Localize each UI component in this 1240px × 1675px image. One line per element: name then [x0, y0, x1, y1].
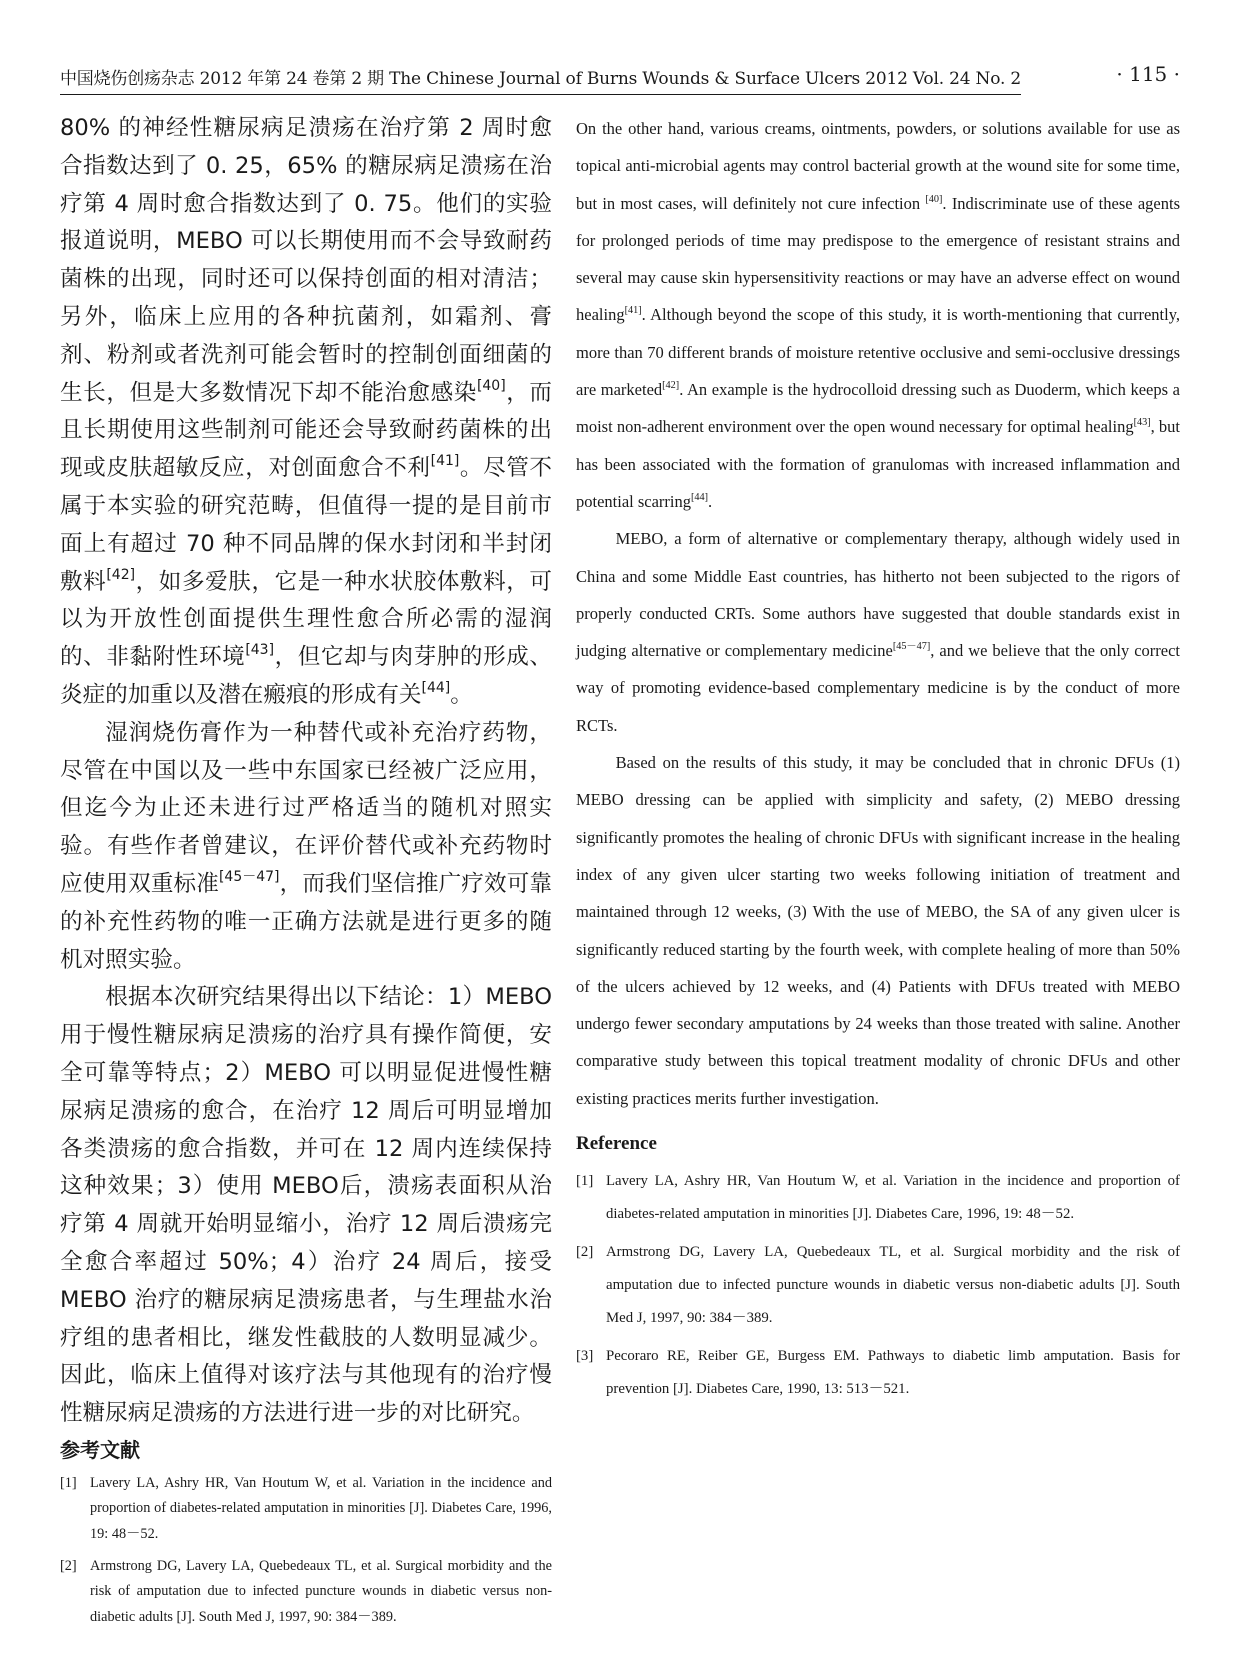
- reference-number: [2]: [60, 1557, 77, 1574]
- en-reference-list: [576, 1165, 1180, 1406]
- zh-p1-text-3: 。尽管不属于本实验的研究范畴，但值得一提的是目前市面上有超过 70 种不同品牌的保水封闭和半封闭敷料: [60, 455, 553, 595]
- zh-p1-text-6: 。: [450, 681, 473, 708]
- chinese-column: [60, 110, 552, 1636]
- reference-number: [2]: [576, 1244, 594, 1261]
- en-paragraph-1: [576, 110, 1180, 520]
- en-p1-text-2: . Indiscriminate use of these agents for prolonged periods of time may predispose to the emergence of resistant strains and several may cause skin hypersensitivity reactions or may have an adverse effect on wound healing: [576, 193, 1180, 325]
- zh-p3-text: 根据本次研究结果得出以下结论：1）MEBO 用于慢性糖尿病足溃疡的治疗具有操作简便，安全可靠等特点；2）MEBO 可以明显促进慢性糖尿病足溃疡的愈合，在治疗 12 周后可明显增加各类溃疡的愈合指数，并可在 12 周内连续保持这种效果；3）使用 MEBO后，溃疡表面积从治疗第 4 周就开始明显缩小，治疗 12 周后溃疡完全愈合率超过 50%；4）治疗 24 周后，接受 MEBO 治疗的糖尿病足溃疡患者，与生理盐水治疗组的患者相比，继发性截肢的人数明显减少。因此，临床上值得对该疗法与其他现有的治疗慢性糖尿病足溃疡的方法进行进一步的对比研究。: [60, 984, 552, 1427]
- zh-citation-45-47: [45－47]: [218, 869, 280, 886]
- en-p1-text-1: On the other hand, various creams, ointments, powders, or solutions available for use as topical anti-microbial agents may control bacterial growth at the wound site for some time, but in most cases, will definitely not cure infection: [576, 119, 1180, 213]
- zh-p1-text-4: ，如多爱肤，它是一种水状胶体敷料，可以为开放性创面提供生理性愈合所必需的湿润的、非黏附性环境: [60, 568, 553, 671]
- running-header: [60, 58, 1180, 92]
- en-references-heading: Reference: [576, 1133, 657, 1155]
- zh-p1-text-1: 80% 的神经性糖尿病足溃疡在治疗第 2 周时愈合指数达到了 0. 25，65% 的糖尿病足溃疡在治疗第 4 周时愈合指数达到了 0. 75。他们的实验报道说明，MEBO 可以长期使用而不会导致耐药菌株的出现，同时还可以保持创面的相对清洁；另外，临床上应用的各种抗菌剂，如霜剂、膏剂、粉剂或者洗剂可能会暂时的控制创面细菌的生长，但是大多数情况下却不能治愈感染: [60, 115, 552, 406]
- zh-citation-42: [42]: [106, 566, 136, 583]
- en-p1-text-4: . An example is the hydrocolloid dressing such as Duoderm, which keeps a moist non-adherent environment over the open wound necessary for optimal healing: [576, 380, 1180, 437]
- zh-citation-44: [44]: [421, 680, 451, 697]
- reference-number: [1]: [60, 1474, 77, 1491]
- en-p3-text: Based on the results of this study, it may be concluded that in chronic DFUs (1) MEBO dressing can be applied with simplicity and safety, (2) MEBO dressing significantly promotes the healing of chronic DFUs with significant increase in the healing index of any given ulcer starting two weeks following initiation of treatment and maintained through 12 weeks, (3) With the use of MEBO, the SA of any given ulcer is significantly reduced starting by the fourth week, with complete healing of more than 50% of the ulcers achieved by 12 weeks, and (4) Patients with DFUs treated with MEBO undergo fewer secondary amputations by 24 weeks than those treated with saline. Another comparative study between this topical treatment modality of chronic DFUs and other existing practices merits further investigation.: [576, 753, 1180, 1108]
- en-citation-44: [44]: [691, 491, 709, 503]
- reference-number: [1]: [576, 1173, 594, 1190]
- zh-citation-41: [41]: [430, 453, 460, 470]
- reference-text: Lavery LA, Ashry HR, Van Houtum W, et al. Variation in the incidence and proportion of diabetes-related amputation in minorities [J]. Diabetes Care, 1996, 19: 48－52.: [606, 1173, 1180, 1223]
- zh-p1-text-5: ，但它却与肉芽肿的形成、炎症的加重以及潜在瘢痕的形成有关: [60, 644, 553, 708]
- en-paragraph-3: [576, 744, 1180, 1117]
- reference-item: [576, 1236, 1180, 1335]
- en-citation-43: [43]: [1133, 417, 1151, 429]
- en-paragraph-2: [576, 520, 1180, 744]
- zh-paragraph-2: [60, 715, 552, 980]
- zh-reference-list: [60, 1471, 552, 1631]
- english-column: [576, 110, 1180, 1411]
- en-p2-text-2: , and we believe that the only correct way of promoting evidence-based complementary medicine is by the conduct of more RCTs.: [576, 641, 1180, 735]
- en-citation-41: [41]: [624, 305, 642, 317]
- zh-paragraph-1: [60, 110, 552, 715]
- en-citation-40: [40]: [925, 193, 943, 205]
- en-p1-text-3: . Although beyond the scope of this study, it is worth-mentioning that currently, more than 70 different brands of moisture retentive occlusive and semi-occlusive dressings are marketed: [576, 305, 1180, 400]
- reference-item: [60, 1554, 552, 1631]
- reference-item: [576, 1165, 1180, 1231]
- en-citation-42: [42]: [662, 379, 680, 391]
- reference-text: Pecoraro RE, Reiber GE, Burgess EM. Pathways to diabetic limb amputation. Basis for prevention [J]. Diabetes Care, 1990, 13: 513－521.: [606, 1348, 1180, 1398]
- reference-text: Lavery LA, Ashry HR, Van Houtum W, et al. Variation in the incidence and proportion of diabetes-related amputation in minorities [J]. Diabetes Care, 1996, 19: 48－52.: [90, 1474, 552, 1543]
- page-number: · 115 ·: [1116, 62, 1180, 86]
- zh-p2-text-2: ，而我们坚信推广疗效可靠的补充性药物的唯一正确方法就是进行更多的随机对照实验。: [60, 870, 553, 973]
- en-citation-45-47: [45－47]: [892, 641, 931, 652]
- reference-item: [60, 1471, 552, 1548]
- zh-p2-text-1: 湿润烧伤膏作为一种替代或补充治疗药物，尽管在中国以及一些中东国家已经被广泛应用，但迄今为止还未进行过严格适当的随机对照实验。有些作者曾建议，在评价替代或补充药物时应使用双重标准: [60, 719, 552, 897]
- journal-citation-line: 中国烧伤创疡杂志 2012 年第 24 卷第 2 期 The Chinese Journal of Burns Wounds & Surface Ulcers 2012 Vol. 24 No. 2: [60, 64, 1021, 95]
- en-p2-text-1: MEBO, a form of alternative or complementary therapy, although widely used in China and some Middle East countries, has hitherto not been subjected to the rigors of properly conducted CRTs. Some authors have suggested that double standards exist in judging alternative or complementary medicine: [576, 529, 1180, 661]
- zh-p1-text-2: ，而且长期使用这些制剂可能还会导致耐药菌株的出现或皮肤超敏反应，对创面愈合不利: [60, 379, 553, 482]
- zh-paragraph-3: [60, 979, 552, 1433]
- zh-citation-43: [43]: [245, 642, 275, 659]
- en-p1-text-6: .: [708, 491, 713, 511]
- reference-item: [576, 1340, 1180, 1406]
- reference-number: [3]: [576, 1348, 594, 1365]
- reference-text: Armstrong DG, Lavery LA, Quebedeaux TL, et al. Surgical morbidity and the risk of amputation due to infected puncture wounds in diabetic versus non-diabetic adults [J]. South Med J, 1997, 90: 384－389.: [90, 1557, 552, 1625]
- zh-references-heading: 参考文献: [60, 1437, 140, 1462]
- zh-citation-40: [40]: [476, 377, 506, 394]
- reference-text: Armstrong DG, Lavery LA, Quebedeaux TL, et al. Surgical morbidity and the risk of amputation due to infected puncture wounds in diabetic versus non-diabetic adults [J]. South Med J, 1997, 90: 384－389.: [606, 1244, 1180, 1327]
- en-p1-text-5: , but has been associated with the formation of granulomas with increased inflammation and potential scarring: [576, 417, 1180, 511]
